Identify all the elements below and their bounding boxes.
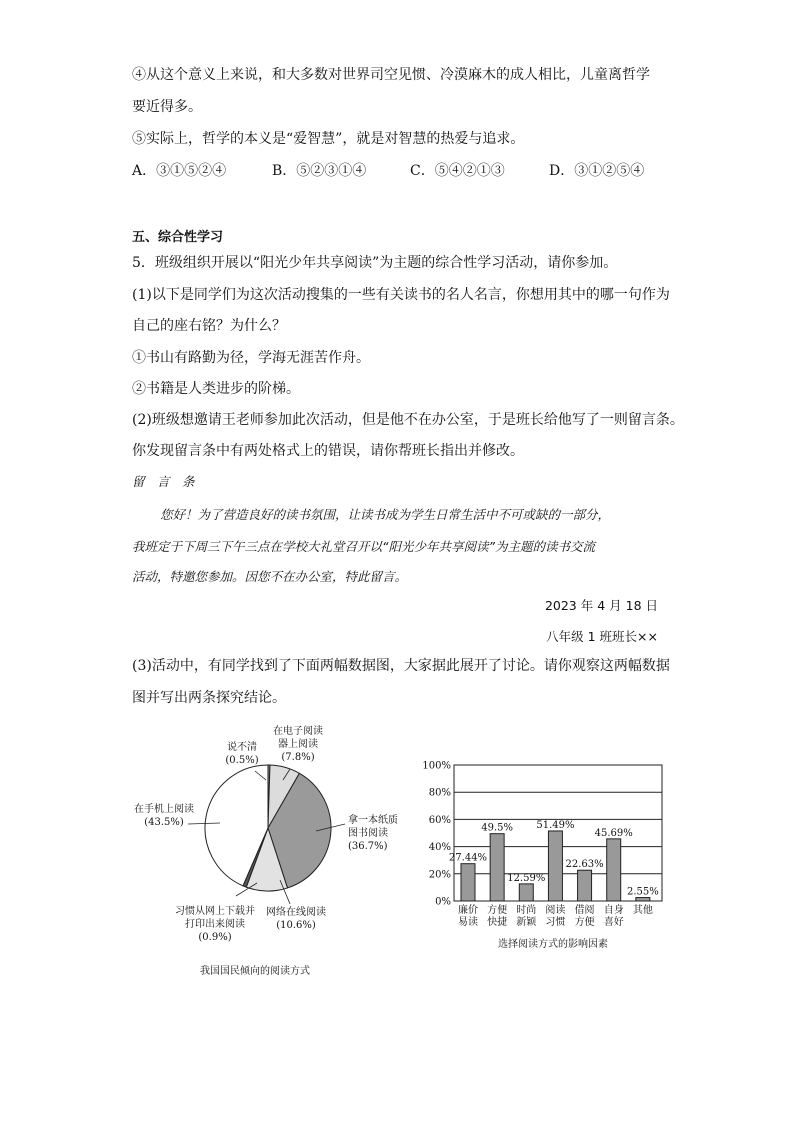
pie-label-2-0: 拿一本纸质	[348, 815, 398, 826]
pie-label-3-1: (10.6%)	[276, 920, 316, 931]
bar-value-label-4: 22.63%	[565, 859, 604, 871]
note-line-2: 我班定于下周三下午三点在学校大礼堂召开以“阳光少年共享阅读”为主题的读书交流	[132, 539, 595, 554]
q5-part3-line-1: (3)活动中，有同学找到了下面两幅数据图，大家据此展开了讨论。请你观察这两幅数据	[132, 658, 670, 674]
note-title: 留 言 条	[132, 474, 195, 489]
bar-4	[578, 870, 592, 901]
bar-6	[636, 898, 650, 901]
pie-label-3-0: 网络在线阅读	[266, 907, 326, 918]
bar-value-label-3: 51.49%	[536, 819, 575, 831]
bar-category-5-0: 自身	[603, 905, 624, 916]
bar-category-1-0: 方便	[487, 905, 508, 916]
q5-stem: 5．班级组织开展以“阳光少年共享阅读”为主题的综合性学习活动，请你参加。	[132, 255, 618, 271]
bar-3	[548, 831, 562, 901]
pie-label-4-2: (0.9%)	[198, 932, 232, 943]
bar-category-0-0: 廉价	[458, 905, 478, 916]
quote-1: ①书山有路勤为径，学海无涯苦作舟。	[132, 350, 370, 366]
bar-ytick-3: 60%	[428, 814, 451, 826]
q5-part3-line-2: 图并写出两条探究结论。	[132, 690, 286, 706]
bar-category-4-1: 方便	[574, 917, 595, 928]
bar-category-3-0: 阅读	[545, 905, 566, 916]
pie-label-1-2: (7.8%)	[281, 752, 315, 763]
section-title: 五、综合性学习	[132, 230, 224, 245]
sentence-4-line-1: ④从这个意义上来说，和大多数对世界司空见惯、冷漠麻木的成人相比，儿童离哲学	[132, 67, 650, 83]
note-line-3: 活动，特邀您参加。因您不在办公室，特此留言。	[132, 569, 408, 584]
pie-label-4-1: 打印出来阅读	[185, 919, 245, 930]
bar-value-label-2: 12.59%	[507, 872, 546, 884]
q5-part2-line-1: (2)班级想邀请王老师参加此次活动，但是他不在办公室，于是班长给他写了一则留言条。	[132, 412, 684, 428]
bar-value-label-0: 27.44%	[448, 852, 488, 864]
bar-ytick-2: 40%	[428, 842, 451, 854]
pie-label-0-1: (0.5%)	[225, 755, 259, 766]
q5-part2-line-2: 你发现留言条中有两处格式上的错误，请你帮班长指出并修改。	[132, 443, 524, 459]
bar-category-2-1: 新颖	[516, 917, 537, 928]
bar-value-label-5: 45.69%	[594, 827, 633, 839]
bar-5	[607, 839, 621, 901]
bar-ytick-1: 20%	[428, 869, 451, 881]
bar-category-4-0: 借阅	[574, 905, 595, 916]
option-a[interactable]: A．③①⑤②④	[132, 163, 227, 179]
quote-2: ②书籍是人类进步的阶梯。	[132, 381, 300, 397]
bar-ytick-0: 0%	[435, 896, 451, 908]
bar-category-3-1: 习惯	[545, 917, 566, 928]
bar-category-2-0: 时尚	[516, 905, 537, 916]
pie-label-1-0: 在电子阅读	[273, 726, 323, 737]
bar-2	[519, 884, 533, 901]
option-b[interactable]: B．⑤②③①④	[272, 163, 367, 179]
bar-category-1-1: 快捷	[487, 917, 508, 928]
bar-category-0-1: 易读	[458, 917, 478, 928]
pie-label-2-2: (36.7%)	[348, 841, 388, 852]
pie-label-5-1: (43.5%)	[144, 817, 184, 828]
pie-label-5-0: 在手机上阅读	[134, 804, 194, 815]
option-d[interactable]: D．③①②⑤④	[549, 163, 645, 179]
bar-1	[490, 834, 504, 901]
pie-title: 我国国民倾向的阅读方式	[200, 966, 310, 977]
bar-category-5-1: 喜好	[603, 917, 624, 928]
option-c[interactable]: C．⑤④②①③	[410, 163, 505, 179]
pie-label-4-0: 习惯从网上下载并	[175, 906, 255, 917]
pie-chart	[120, 718, 420, 988]
bar-0	[461, 864, 475, 901]
bar-value-label-6: 2.55%	[626, 886, 659, 898]
q5-part1-line-1: (1)以下是同学们为这次活动搜集的一些有关读书的名人名言，你想用其中的哪一句作为	[132, 287, 670, 303]
bar-category-6-0: 其他	[632, 905, 653, 916]
bar-ytick-4: 80%	[428, 787, 451, 799]
sentence-5: ⑤实际上，哲学的本义是“爱智慧”，就是对智慧的热爱与追求。	[132, 131, 525, 147]
bar-title: 选择阅读方式的影响因素	[498, 939, 608, 950]
pie-label-1-1: 器上阅读	[278, 739, 318, 750]
note-line-1: 您好！为了营造良好的读书氛围，让读书成为学生日常生活中不可或缺的一部分，	[160, 507, 611, 522]
q5-part1-line-2: 自己的座右铭？为什么？	[132, 318, 286, 334]
bar-chart	[418, 755, 680, 955]
bar-value-label-1: 49.5%	[481, 822, 514, 834]
pie-label-0-0: 说不清	[227, 742, 257, 753]
note-date: 2023 年 4 月 18 日	[544, 598, 658, 613]
sentence-4-line-2: 要近得多。	[132, 99, 202, 115]
pie-label-2-1: 图书阅读	[348, 828, 388, 839]
bar-ytick-5: 100%	[422, 760, 451, 772]
note-signature: 八年级 1 班班长××	[546, 629, 658, 644]
